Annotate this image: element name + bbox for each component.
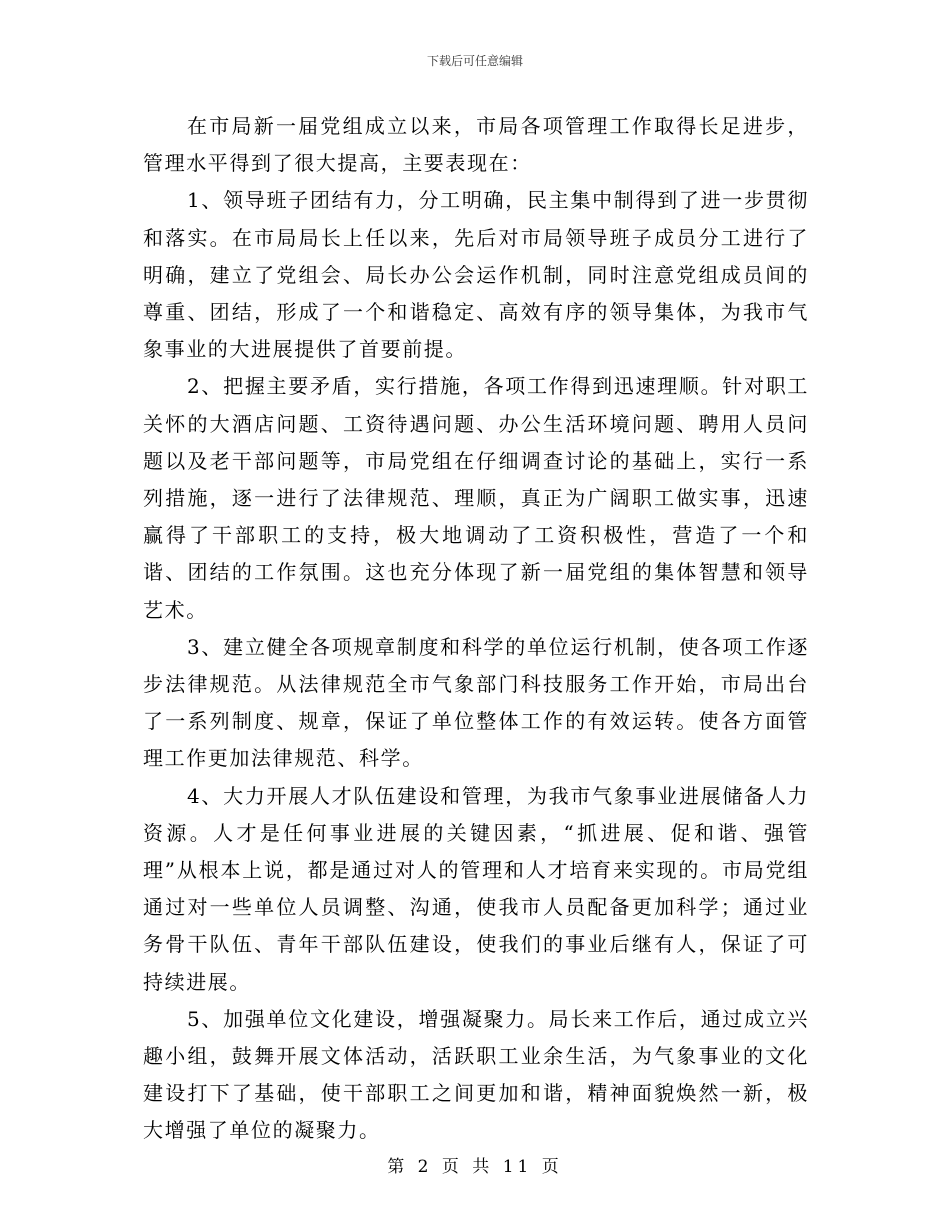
point-5-paragraph: 5、加强单位文化建设，增强凝聚力。局长来工作后，通过成立兴趣小组，鼓舞开展文体活动，活跃职工业余生活，为气象事业的文化建设打下了基础，使干部职工之间更加和谐，精神面貌焕然一新，极大增强了单位的凝聚力。	[143, 1006, 809, 1143]
page-header: 下载后可任意编辑	[426, 54, 523, 68]
point-1-paragraph: 1、领导班子团结有力，分工明确，民主集中制得到了进一步贯彻和落实。在市局局长上任以来，先后对市局领导班子成员分工进行了明确，建立了党组会、局长办公会运作机制，同时注意党组成员间的尊重、团结，形成了一个和谐稳定、高效有序的领导集体，为我市气象事业的大进展提供了首要前提。	[143, 188, 809, 362]
point-2-paragraph: 2、把握主要矛盾，实行措施，各项工作得到迅速理顺。针对职工关怀的大酒店问题、工资待遇问题、办公生活环境问题、聘用人员问题以及老干部问题等，市局党组在仔细调查讨论的基础上，实行一系列措施，逐一进行了法律规范、理顺，真正为广阔职工做实事，迅速赢得了干部职工的支持，极大地调动了工资积极性，营造了一个和谐、团结的工作氛围。这也充分体现了新一届党组的集体智慧和领导艺术。	[143, 374, 809, 622]
document-body	[143, 108, 809, 1150]
page-number-footer: 第 2 页 共 11 页	[387, 1157, 563, 1177]
point-4-paragraph: 4、大力开展人才队伍建设和管理，为我市气象事业进展储备人力资源。人才是任何事业进展的关键因素，“抓进展、促和谐、强管理”从根本上说，都是通过对人的管理和人才培育来实现的。市局党组通过对一些单位人员调整、沟通，使我市人员配备更加科学；通过业务骨干队伍、青年干部队伍建设，使我们的事业后继有人，保证了可持续进展。	[143, 783, 809, 994]
point-3-paragraph: 3、建立健全各项规章制度和科学的单位运行机制，使各项工作逐步法律规范。从法律规范全市气象部门科技服务工作开始，市局出台了一系列制度、规章，保证了单位整体工作的有效运转。使各方面管理工作更加法律规范、科学。	[143, 634, 809, 771]
intro-paragraph: 在市局新一届党组成立以来，市局各项管理工作取得长足进步，管理水平得到了很大提高，主要表现在：	[143, 114, 809, 176]
